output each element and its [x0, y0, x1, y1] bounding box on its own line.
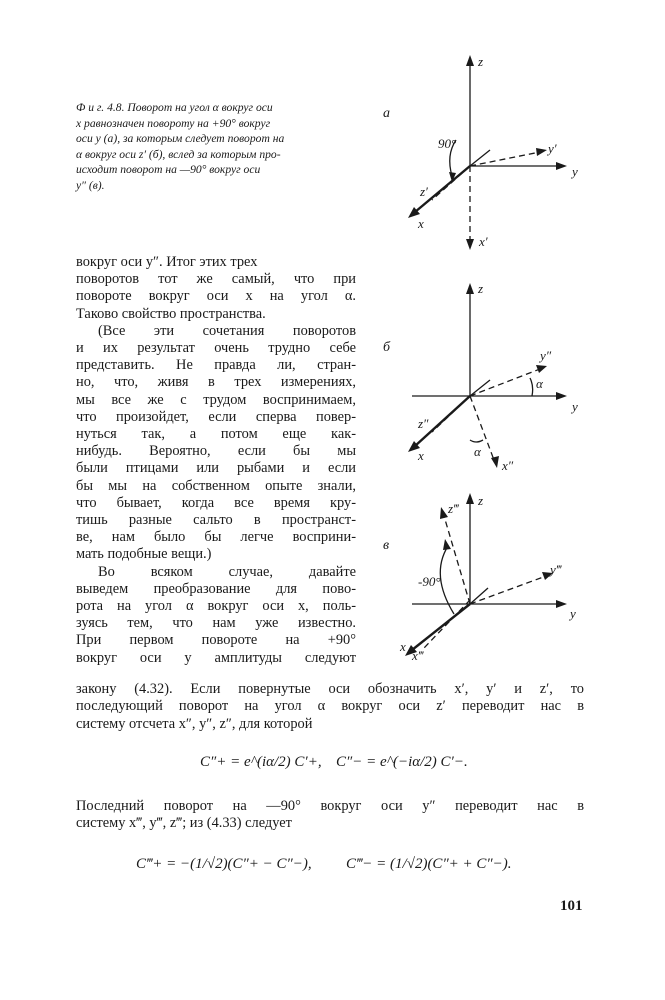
- text-line: систему отсчета x″, y″, z″, для которой: [76, 715, 313, 732]
- axis-label-y: y: [572, 164, 578, 179]
- z-triple-prime-arrowhead: [440, 507, 448, 519]
- text-line: нуться так, а потом еще как-: [76, 426, 356, 443]
- axis-label-z: z: [478, 493, 484, 508]
- text-line: поворотов тот же самый, что при: [76, 271, 356, 288]
- y-triple-prime-axis: [470, 576, 546, 604]
- text-line: нибудь. Вероятно, если бы мы: [76, 443, 356, 460]
- equation-2-left: C‴+ = −(1/√2)(C″+ − C″−),: [136, 856, 312, 872]
- text-line: мать подобные вещи.): [76, 546, 212, 563]
- text-line: При первом повороте на +90°: [76, 632, 356, 649]
- equation-1-left: C″+ = e^(iα/2) C′+,: [200, 754, 322, 770]
- axis-label-x: x: [418, 448, 424, 463]
- alpha-label-1: α: [536, 376, 543, 391]
- axis-label-z-double-prime: z″: [418, 416, 429, 431]
- text-line: ве, нам было бы легче восприни-: [76, 529, 356, 546]
- text-line: последующий поворот на угол α вокруг оси z′ переводит нас в: [76, 698, 584, 715]
- text-line: что произойдет, если сперва повер-: [76, 408, 356, 425]
- equation-1-right: C″− = e^(−iα/2) C′−.: [336, 754, 468, 770]
- angle-label-minus-90: -90°: [418, 574, 441, 589]
- text-line: тишь разные сальто в пространст-: [76, 512, 356, 529]
- rotation-arc-arrowhead: [443, 539, 451, 550]
- text-line: рота на угол α вокруг оси x, поль-: [76, 598, 356, 615]
- caption-line: оси y (а), за которым следует поворот на: [76, 132, 285, 146]
- text-line: но, что, живя в трех измерениях,: [76, 374, 356, 391]
- text-line: мы все же с трудом воспринимаем,: [76, 391, 356, 408]
- text-line: Во всяком случае, давайте: [98, 563, 356, 580]
- text-line: бы мы на собственном опыте знали,: [76, 477, 356, 494]
- text-line: представить. Не правда ли, стран-: [76, 357, 356, 374]
- x-axis-back: [470, 588, 488, 604]
- x-triple-prime-axis: [424, 600, 470, 648]
- figure-label-v: в: [383, 538, 390, 553]
- y-arrowhead: [556, 600, 567, 608]
- axis-label-y-double-prime: y″: [540, 348, 552, 363]
- text-line: были птицами или рыбами и если: [76, 460, 356, 477]
- text-line: вокруг оси y амплитуды следуют: [76, 649, 356, 666]
- caption-line: x равнозначен повороту на +90° вокруг: [76, 116, 271, 130]
- caption-line: исходит поворот на —90° вокруг оси: [76, 163, 261, 177]
- text-line: повороте вокруг оси x на угол α.: [76, 288, 356, 305]
- text-line: Последний поворот на —90° вокруг оси y″ переводит нас в: [76, 798, 584, 814]
- axis-label-z: z: [478, 281, 484, 296]
- z-triple-prime-axis: [444, 516, 470, 604]
- z-arrowhead: [466, 493, 474, 504]
- axis-label-z: z: [478, 54, 484, 69]
- text-line: и их результат очень трудно себе: [76, 340, 356, 357]
- axis-label-y-triple-prime: y‴: [550, 562, 562, 577]
- axis-label-z-triple-prime: z‴: [448, 501, 459, 516]
- caption-line: Ф и г. 4.8. Поворот на угол α вокруг оси: [76, 101, 273, 114]
- text-line: Таково свойство пространства.: [76, 305, 266, 322]
- text-line: зуясь тем, что нам уже известно.: [76, 615, 356, 632]
- text-line: вокруг оси y″. Итог этих трех: [76, 254, 258, 270]
- figure-label-a: а: [383, 106, 390, 121]
- text-line: выведем преобразование для пово-: [76, 580, 356, 597]
- text-line: систему x‴, y‴, z‴; из (4.33) следует: [76, 815, 292, 832]
- axis-label-x-prime: x′: [479, 234, 488, 249]
- caption-line: α вокруг оси z′ (б), вслед за которым про-: [76, 147, 281, 161]
- axis-label-x-triple-prime: x‴: [412, 648, 424, 663]
- text-line: (Все эти сочетания поворотов: [98, 322, 356, 339]
- axis-label-y: y: [570, 606, 576, 621]
- alpha-label-2: α: [474, 444, 481, 459]
- equation-2-right: C‴− = (1/√2)(C″+ + C″−).: [346, 856, 512, 872]
- axis-label-z-prime: z′: [420, 184, 428, 199]
- caption-line: y″ (в).: [76, 178, 105, 192]
- page-number: 101: [560, 898, 583, 914]
- text-line: закону (4.32). Если повернутые оси обозначить x′, y′ и z′, то: [76, 681, 584, 697]
- figure-label-b: б: [383, 340, 391, 355]
- axis-label-y: y: [572, 399, 578, 414]
- angle-label-90: 90°: [438, 136, 457, 151]
- axis-label-x-double-prime: x″: [502, 458, 514, 473]
- axis-label-x: x: [400, 639, 406, 654]
- axis-label-x: x: [418, 216, 424, 231]
- text-line: что бывает, когда все время кру-: [76, 494, 356, 511]
- x-axis: [412, 604, 470, 650]
- axis-label-y-prime: y′: [548, 141, 557, 156]
